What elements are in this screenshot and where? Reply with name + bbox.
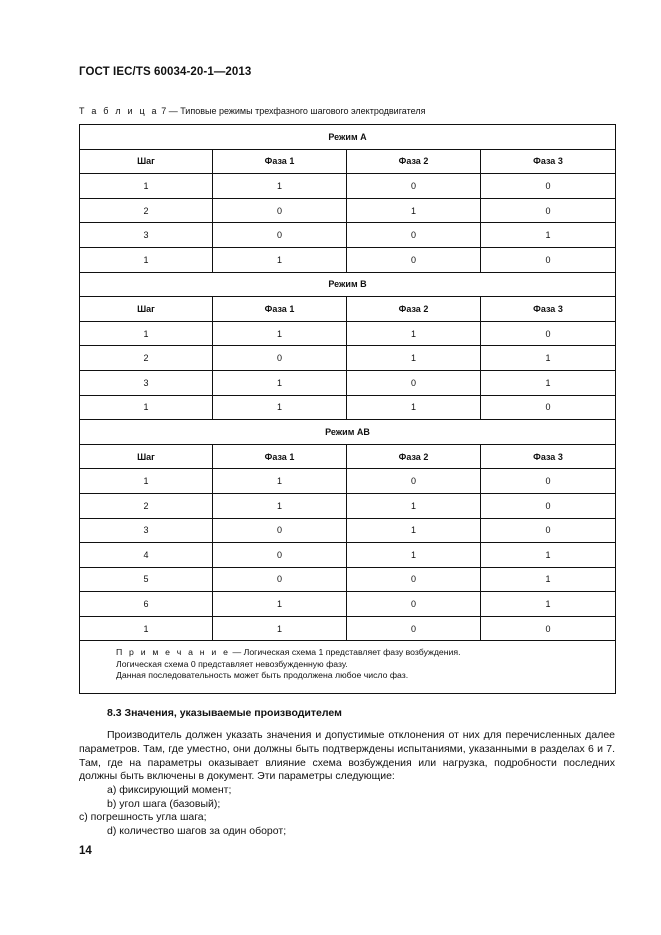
table-cell: 1 <box>347 395 481 420</box>
table-note <box>80 641 616 694</box>
table-row <box>80 346 616 371</box>
table-cell: 3 <box>80 370 213 395</box>
table-cell: 1 <box>213 469 347 494</box>
table-caption-text: 7 — Типовые режимы трехфазного шагового электродвигателя <box>158 106 426 116</box>
table-cell: 5 <box>80 567 213 592</box>
table-cell: 0 <box>213 543 347 568</box>
note-line-2: Логическая схема 0 представляет невозбужденную фазу. <box>116 658 348 669</box>
table-cell: 4 <box>80 543 213 568</box>
table-cell: 1 <box>347 346 481 371</box>
table-cell: 1 <box>213 493 347 518</box>
document-code: ГОСТ IEC/TS 60034-20-1—2013 <box>79 66 252 78</box>
table-cell: 0 <box>213 346 347 371</box>
section-title: 8.3 Значения, указываемые производителем <box>107 707 342 719</box>
table-cell: 0 <box>481 174 616 199</box>
note-row <box>80 641 616 694</box>
table-cell: 0 <box>347 223 481 248</box>
table-row <box>80 321 616 346</box>
column-header: Фаза 3 <box>481 149 616 174</box>
table-cell: 1 <box>213 395 347 420</box>
table-cell: 1 <box>80 395 213 420</box>
table-cell: 2 <box>80 493 213 518</box>
table-cell: 1 <box>347 198 481 223</box>
table-cell: 1 <box>481 543 616 568</box>
mode-header-row <box>80 272 616 297</box>
table-cell: 1 <box>347 543 481 568</box>
table-row <box>80 198 616 223</box>
table-cell: 0 <box>347 370 481 395</box>
table-cell: 1 <box>481 567 616 592</box>
table-caption-label: Т а б л и ц а <box>79 106 159 116</box>
table-cell: 3 <box>80 223 213 248</box>
table-row <box>80 247 616 272</box>
table-cell: 1 <box>80 174 213 199</box>
page-number: 14 <box>79 845 92 857</box>
table-cell: 0 <box>213 198 347 223</box>
table-cell: 0 <box>481 198 616 223</box>
column-header-row <box>80 297 616 322</box>
table-cell: 2 <box>80 198 213 223</box>
table-row <box>80 223 616 248</box>
table-cell: 0 <box>213 518 347 543</box>
table-cell: 0 <box>481 247 616 272</box>
table-cell: 1 <box>347 493 481 518</box>
table-cell: 1 <box>80 321 213 346</box>
mode-header-row <box>80 125 616 150</box>
table-cell: 0 <box>481 469 616 494</box>
list-item: b) угол шага (базовый); <box>107 798 221 810</box>
table-row <box>80 370 616 395</box>
table-cell: 1 <box>213 592 347 617</box>
table-cell: 1 <box>80 469 213 494</box>
stepper-modes-table <box>79 124 616 694</box>
table-row <box>80 543 616 568</box>
column-header: Фаза 1 <box>213 297 347 322</box>
table-cell: 0 <box>347 616 481 641</box>
table-row <box>80 395 616 420</box>
section-paragraph: Производитель должен указать значения и допустимые отклонения от них для перечисленных далее параметров. Там, где уместно, они должны быть подтверждены испытаниями, указанными в разделах 6 и 7. Там, где на параметры оказывает влияние схема возбуждения или нагрузка, подробности последних должны быть включены в документ. Эти параметры следующие: <box>79 729 615 783</box>
table-row <box>80 493 616 518</box>
table-body <box>80 125 616 694</box>
table-cell: 0 <box>481 321 616 346</box>
table-caption <box>79 106 425 116</box>
table-cell: 1 <box>347 518 481 543</box>
table-cell: 1 <box>80 247 213 272</box>
table-cell: 1 <box>481 370 616 395</box>
mode-title: Режим АВ <box>80 420 616 445</box>
column-header: Шаг <box>80 444 213 469</box>
table-cell: 1 <box>213 321 347 346</box>
column-header: Шаг <box>80 297 213 322</box>
table-cell: 1 <box>213 247 347 272</box>
table-cell: 0 <box>347 247 481 272</box>
note-line-3: Данная последовательность может быть продолжена любое число фаз. <box>116 670 409 681</box>
table-row <box>80 174 616 199</box>
table-row <box>80 616 616 641</box>
table-cell: 0 <box>347 567 481 592</box>
mode-header-row <box>80 420 616 445</box>
table-cell: 0 <box>347 174 481 199</box>
table-cell: 1 <box>481 223 616 248</box>
column-header: Фаза 3 <box>481 297 616 322</box>
table-cell: 2 <box>80 346 213 371</box>
mode-title: Режим А <box>80 125 616 150</box>
table-cell: 1 <box>80 616 213 641</box>
section-body <box>79 729 615 784</box>
list-item: с) погрешность угла шага; <box>79 811 207 823</box>
note-label: П р и м е ч а н и е <box>116 647 231 658</box>
table-cell: 0 <box>481 518 616 543</box>
column-header: Фаза 2 <box>347 297 481 322</box>
table-cell: 0 <box>481 493 616 518</box>
column-header: Фаза 2 <box>347 149 481 174</box>
table-cell: 1 <box>213 174 347 199</box>
column-header: Фаза 2 <box>347 444 481 469</box>
column-header: Фаза 1 <box>213 444 347 469</box>
column-header-row <box>80 444 616 469</box>
list-item: d) количество шагов за один оборот; <box>107 825 287 837</box>
table-cell: 3 <box>80 518 213 543</box>
table-cell: 0 <box>481 616 616 641</box>
list-item: а) фиксирующий момент; <box>107 784 232 796</box>
table-cell: 0 <box>347 469 481 494</box>
column-header-row <box>80 149 616 174</box>
table-row <box>80 567 616 592</box>
table-row <box>80 518 616 543</box>
table-cell: 1 <box>481 592 616 617</box>
table-cell: 1 <box>347 321 481 346</box>
table-cell: 1 <box>213 370 347 395</box>
column-header: Фаза 3 <box>481 444 616 469</box>
column-header: Шаг <box>80 149 213 174</box>
table-row <box>80 469 616 494</box>
mode-title: Режим В <box>80 272 616 297</box>
table-cell: 0 <box>213 567 347 592</box>
table-cell: 0 <box>213 223 347 248</box>
table-cell: 1 <box>481 346 616 371</box>
table-cell: 1 <box>213 616 347 641</box>
note-text: — Логическая схема 1 представляет фазу возбуждения. <box>230 647 461 658</box>
table-row <box>80 592 616 617</box>
table-cell: 0 <box>347 592 481 617</box>
note-line-1 <box>116 647 615 659</box>
table-cell: 6 <box>80 592 213 617</box>
table-cell: 0 <box>481 395 616 420</box>
column-header: Фаза 1 <box>213 149 347 174</box>
